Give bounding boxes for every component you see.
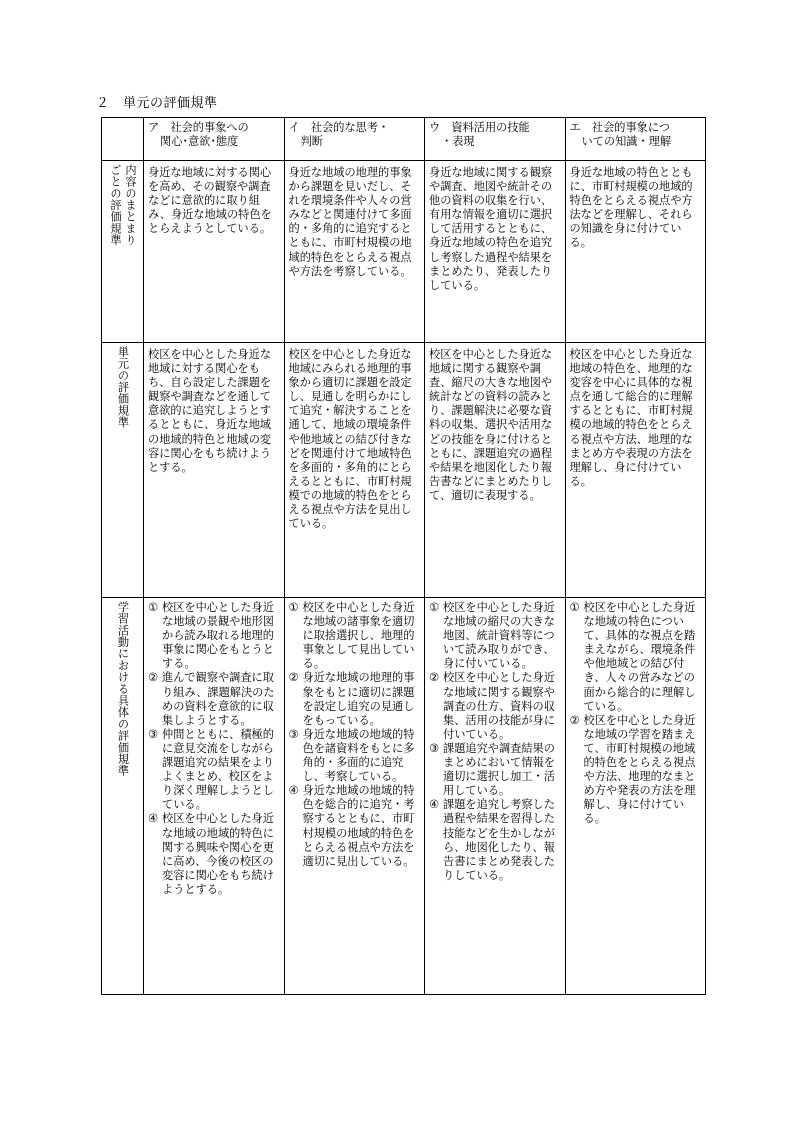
list-item [570,714,702,827]
item-text: 身近な地域の地理的事象をもとに適切に課題を設定し追究の見通しをもっている。 [302,671,415,727]
item-text: 校区を中心とした身近な地域の諸事象を適切に取捨選択し、地理的事象として見出している。 [302,601,415,671]
list-item [148,671,280,727]
cell-activity-u [425,598,566,995]
cell-unit-a [144,343,285,598]
table-row-activity-criteria [102,598,706,995]
header-line2: 判断 [300,135,323,149]
item-number: ④ [429,798,440,812]
item-text: 課題追究や調査結果のまとめにおいて情報を適切に選択し加工・活用している。 [443,741,555,798]
cell-content-i [284,161,425,343]
item-number: ② [288,671,299,685]
item-text: 身近な地域の地域的特色を総合的に追究・考察するとともに、市町村規模の地域的特色をとらえる視点や方法を適切に見出している。 [302,784,415,868]
list-item [429,601,561,671]
item-number: ① [288,601,299,614]
row-label-part1: 内容のまとまり [124,164,137,246]
corner-cell [102,118,144,161]
list-item [289,671,421,727]
item-number: ③ [148,727,159,741]
row-label-text: 単元の評価規準 [116,346,130,428]
item-text: 校区を中心とした身近な地域の特色について、具体的な視点を踏まえながら、環境条件や他地域との結び付き、人々の営みなどの面から総合的に理解している。 [583,601,696,713]
cell-text: 身近な地域の特色とともに、市町村規模の地域的特色をとらえる視点や方法などを理解し、それらの知識を身に付けている。 [569,166,693,250]
list-item [429,742,561,798]
criteria-list [429,601,561,883]
list-item [429,798,561,883]
list-item [429,671,561,741]
cell-text: 校区を中心とした身近な地域に関する観察や調査、縮尺の大きな地図や統計などの資料の読みとり、課題解決に必要な資料の収集、選択や活用などの技能を身に付けるとともに、課題追究の過程や結果を地図化したり報告書などにまとめたりして、適切に表現する。 [429,348,553,502]
item-number: ① [429,601,440,614]
row-label-unit [102,343,144,598]
item-number: ④ [288,784,299,798]
cell-activity-e [565,598,706,995]
list-item [570,601,702,714]
item-text: 校区を中心とした身近な地域の縮尺の大きな地図、統計資料等について読み取りができ、身に付いている。 [443,601,555,671]
item-number: ① [148,601,159,614]
cell-text: 校区を中心とした身近な地域にみられる地理的事象から適切に課題を設定し、見通しを明らかにして追究・解決することを通して、地域の環境条件や他地域との結び付きなどを関連付けて地域特色を多面的・多角的にとらえるとともに、市町村規模での地域的特色をとらえる視点や方法を見出している。 [288,348,412,531]
cell-content-u [425,161,566,343]
cell-text: 身近な地域の地理的事象から課題を見いだし、それを環境条件や人々の営みなどと関連付けて多面的・多角的に追究するとともに、市町村規模の地域的特色をとらえる視点や方法を考察している。 [288,166,412,278]
table-row-unit-criteria [102,343,706,598]
section-title: ２ 単元の評価規準 [96,96,218,111]
item-text: 校区を中心とした身近な地域の学習を踏まえて、市町村規模の地域的特色をとらえる視点や方法、地理的なまとめ方や発表の方法を理解し、身に付けている。 [583,713,696,826]
item-text: 校区を中心とした身近な地域に関する観察や調査の仕方、資料の収集、活用の技能が身に付いている。 [443,671,555,741]
list-item [148,812,280,897]
header-line2: いての知識・理解 [581,135,672,149]
header-e [565,118,706,161]
table-row-content-criteria [102,161,706,343]
item-number: ③ [429,741,440,755]
row-label-part2: ごとの評価規準 [109,164,122,246]
item-number: ② [148,671,159,685]
cell-content-e [565,161,706,343]
evaluation-criteria-table [101,117,706,995]
list-item [148,601,280,671]
header-line1: ア 社会的事象への [148,121,249,134]
criteria-list [289,601,421,869]
header-line2: ・表現 [441,135,475,149]
row-label-text: 学習活動における具体の評価規準 [116,601,130,777]
cell-activity-i [284,598,425,995]
cell-text: 身近な地域に対する関心を高め、その観察や調査などに意欲的に取り組み、身近な地域の特色をとらえようとしている。 [148,166,272,236]
item-number: ② [569,713,580,727]
header-line1: イ 社会的な思考・ [288,121,390,134]
criteria-list [570,601,702,827]
item-number: ① [569,601,580,614]
header-line1: ウ 資料活用の技能 [429,121,530,134]
item-text: 進んで観察や調査に取り組み、課題解決のための資料を意欲的に収集しようとする。 [162,671,275,727]
criteria-list [148,601,280,897]
item-text: 課題を追究し考察した過程や結果を習得した技能などを生かしながら、地図化したり、報告書にまとめ発表したりしている。 [443,798,555,882]
item-text: 校区を中心とした身近な地域の景観や地形図から読み取れる地理的事象に関心をもとうとする。 [162,601,274,671]
item-text: 仲間とともに、積極的に意見交流をしながら課題追究の結果をよりよくまとめ、校区をより深く理解しようとしている。 [162,727,274,812]
cell-text: 校区を中心とした身近な地域に対する関心をもち、自ら設定した課題を観察や調査などを通して意欲的に追究しようとするとともに、身近な地域の地域的特色と地域の変容に関心をもち続けようとする。 [148,348,272,474]
header-i [284,118,425,161]
header-u [425,118,566,161]
item-number: ④ [148,812,159,826]
item-text: 身近な地域の地域的特色を諸資料をもとに多角的・多面的に追究し、考察している。 [302,727,415,784]
item-text: 校区を中心とした身近な地域の地域的特色に関する興味や関心を更に高め、今後の校区の変容に関心をもち続けようとする。 [162,812,274,896]
row-label-content [102,161,144,343]
list-item [289,728,421,784]
header-a [144,118,285,161]
cell-unit-i [284,343,425,598]
cell-content-a [144,161,285,343]
header-line1: エ 社会的事象につ [569,121,670,134]
list-item [289,601,421,671]
cell-text: 校区を中心とした身近な地域の特色を、地理的な変容を中心に具体的な視点を通して総合的に理解するとともに、市町村規模の地域的特色をとらえる視点や方法、地理的なまとめ方や表現の方法を理解し、身に付けている。 [569,348,693,488]
cell-unit-u [425,343,566,598]
cell-unit-e [565,343,706,598]
header-line2: 関心･意欲･態度 [160,135,239,149]
list-item [148,728,280,813]
table-header-row [102,118,706,161]
cell-activity-a [144,598,285,995]
cell-text: 身近な地域に関する観察や調査、地図や統計その他の資料の収集を行い、有用な情報を適切に選択して活用するとともに、身近な地域の特色を追究し考察した過程や結果をまとめたり、発表したりしている。 [429,166,553,292]
item-number: ② [429,671,440,685]
row-label-activity [102,598,144,995]
list-item [289,784,421,869]
item-number: ③ [288,727,299,741]
